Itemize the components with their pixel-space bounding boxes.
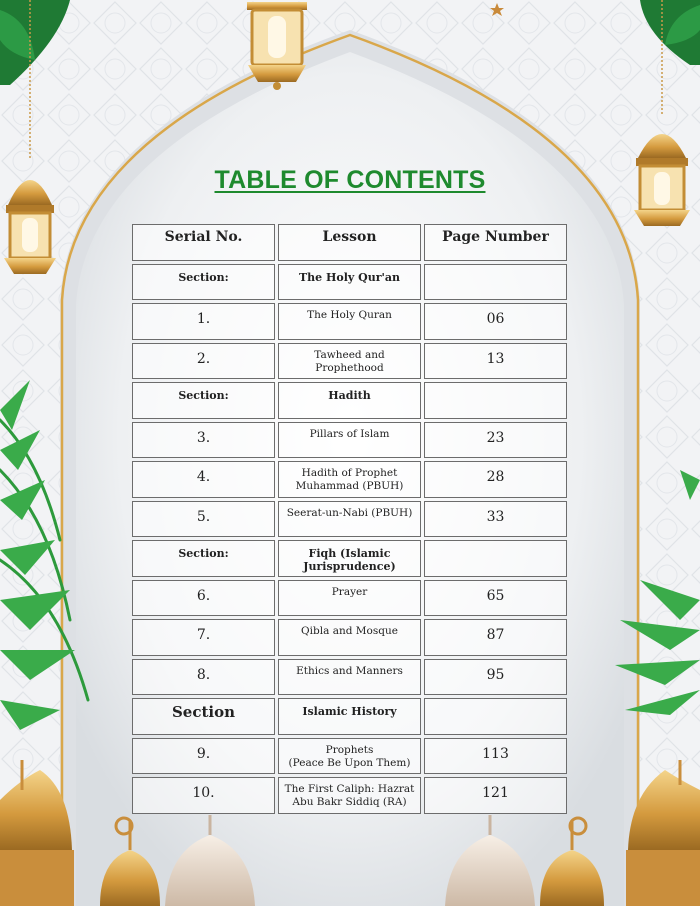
cell-page: 33	[424, 501, 567, 538]
cell-lesson: Hadith of Prophet Muhammad (PBUH)	[278, 461, 421, 498]
cell-lesson: The Holy Qur'an	[278, 264, 421, 301]
cell-page	[424, 264, 567, 301]
cell-page	[424, 382, 567, 419]
header-page-number: Page Number	[424, 224, 567, 261]
cell-serial: 5.	[132, 501, 275, 538]
cell-page: 13	[424, 343, 567, 380]
cell-serial: 9.	[132, 738, 275, 775]
cell-page: 113	[424, 738, 567, 775]
cell-page: 87	[424, 619, 567, 656]
cell-page: 06	[424, 303, 567, 340]
cell-serial: 7.	[132, 619, 275, 656]
table-row-lesson	[132, 619, 567, 656]
cell-serial: Section:	[132, 540, 275, 577]
header-lesson: Lesson	[278, 224, 421, 261]
cell-lesson: Fiqh (Islamic Jurisprudence)	[278, 540, 421, 577]
table-row-lesson	[132, 501, 567, 538]
cell-lesson: The Holy Quran	[278, 303, 421, 340]
table-header-row	[132, 224, 567, 261]
table-row-lesson	[132, 659, 567, 696]
cell-page	[424, 698, 567, 735]
cell-page: 23	[424, 422, 567, 459]
header-serial: Serial No.	[132, 224, 275, 261]
page-title: TABLE OF CONTENTS	[214, 166, 486, 194]
table-row-lesson	[132, 303, 567, 340]
table-row-lesson	[132, 343, 567, 380]
cell-lesson: Hadith	[278, 382, 421, 419]
table-row-lesson	[132, 777, 567, 814]
cell-serial: 2.	[132, 343, 275, 380]
cell-serial: Section:	[132, 264, 275, 301]
cell-serial: Section	[132, 698, 275, 735]
cell-serial: Section:	[132, 382, 275, 419]
cell-lesson: The First Caliph: Hazrat Abu Bakr Siddiq (RA)	[278, 777, 421, 814]
table-row-lesson	[132, 738, 567, 775]
table-row-section	[132, 382, 567, 419]
cell-lesson: Prayer	[278, 580, 421, 617]
cell-lesson: Tawheed and Prophethood	[278, 343, 421, 380]
table-row-section	[132, 540, 567, 577]
cell-lesson: Islamic History	[278, 698, 421, 735]
cell-page: 95	[424, 659, 567, 696]
cell-page: 121	[424, 777, 567, 814]
table-row-lesson	[132, 461, 567, 498]
cell-lesson: Prophets (Peace Be Upon Them)	[278, 738, 421, 775]
table-row-section	[132, 698, 567, 735]
cell-page: 28	[424, 461, 567, 498]
cell-lesson: Pillars of Islam	[278, 422, 421, 459]
table-row-lesson	[132, 422, 567, 459]
cell-lesson: Ethics and Manners	[278, 659, 421, 696]
cell-lesson: Qibla and Mosque	[278, 619, 421, 656]
table-of-contents	[132, 224, 567, 817]
table-row-section	[132, 264, 567, 301]
cell-serial: 4.	[132, 461, 275, 498]
cell-serial: 10.	[132, 777, 275, 814]
cell-page: 65	[424, 580, 567, 617]
table-row-lesson	[132, 580, 567, 617]
cell-serial: 3.	[132, 422, 275, 459]
cell-serial: 6.	[132, 580, 275, 617]
cell-page	[424, 540, 567, 577]
cell-serial: 8.	[132, 659, 275, 696]
cell-lesson: Seerat-un-Nabi (PBUH)	[278, 501, 421, 538]
cell-serial: 1.	[132, 303, 275, 340]
